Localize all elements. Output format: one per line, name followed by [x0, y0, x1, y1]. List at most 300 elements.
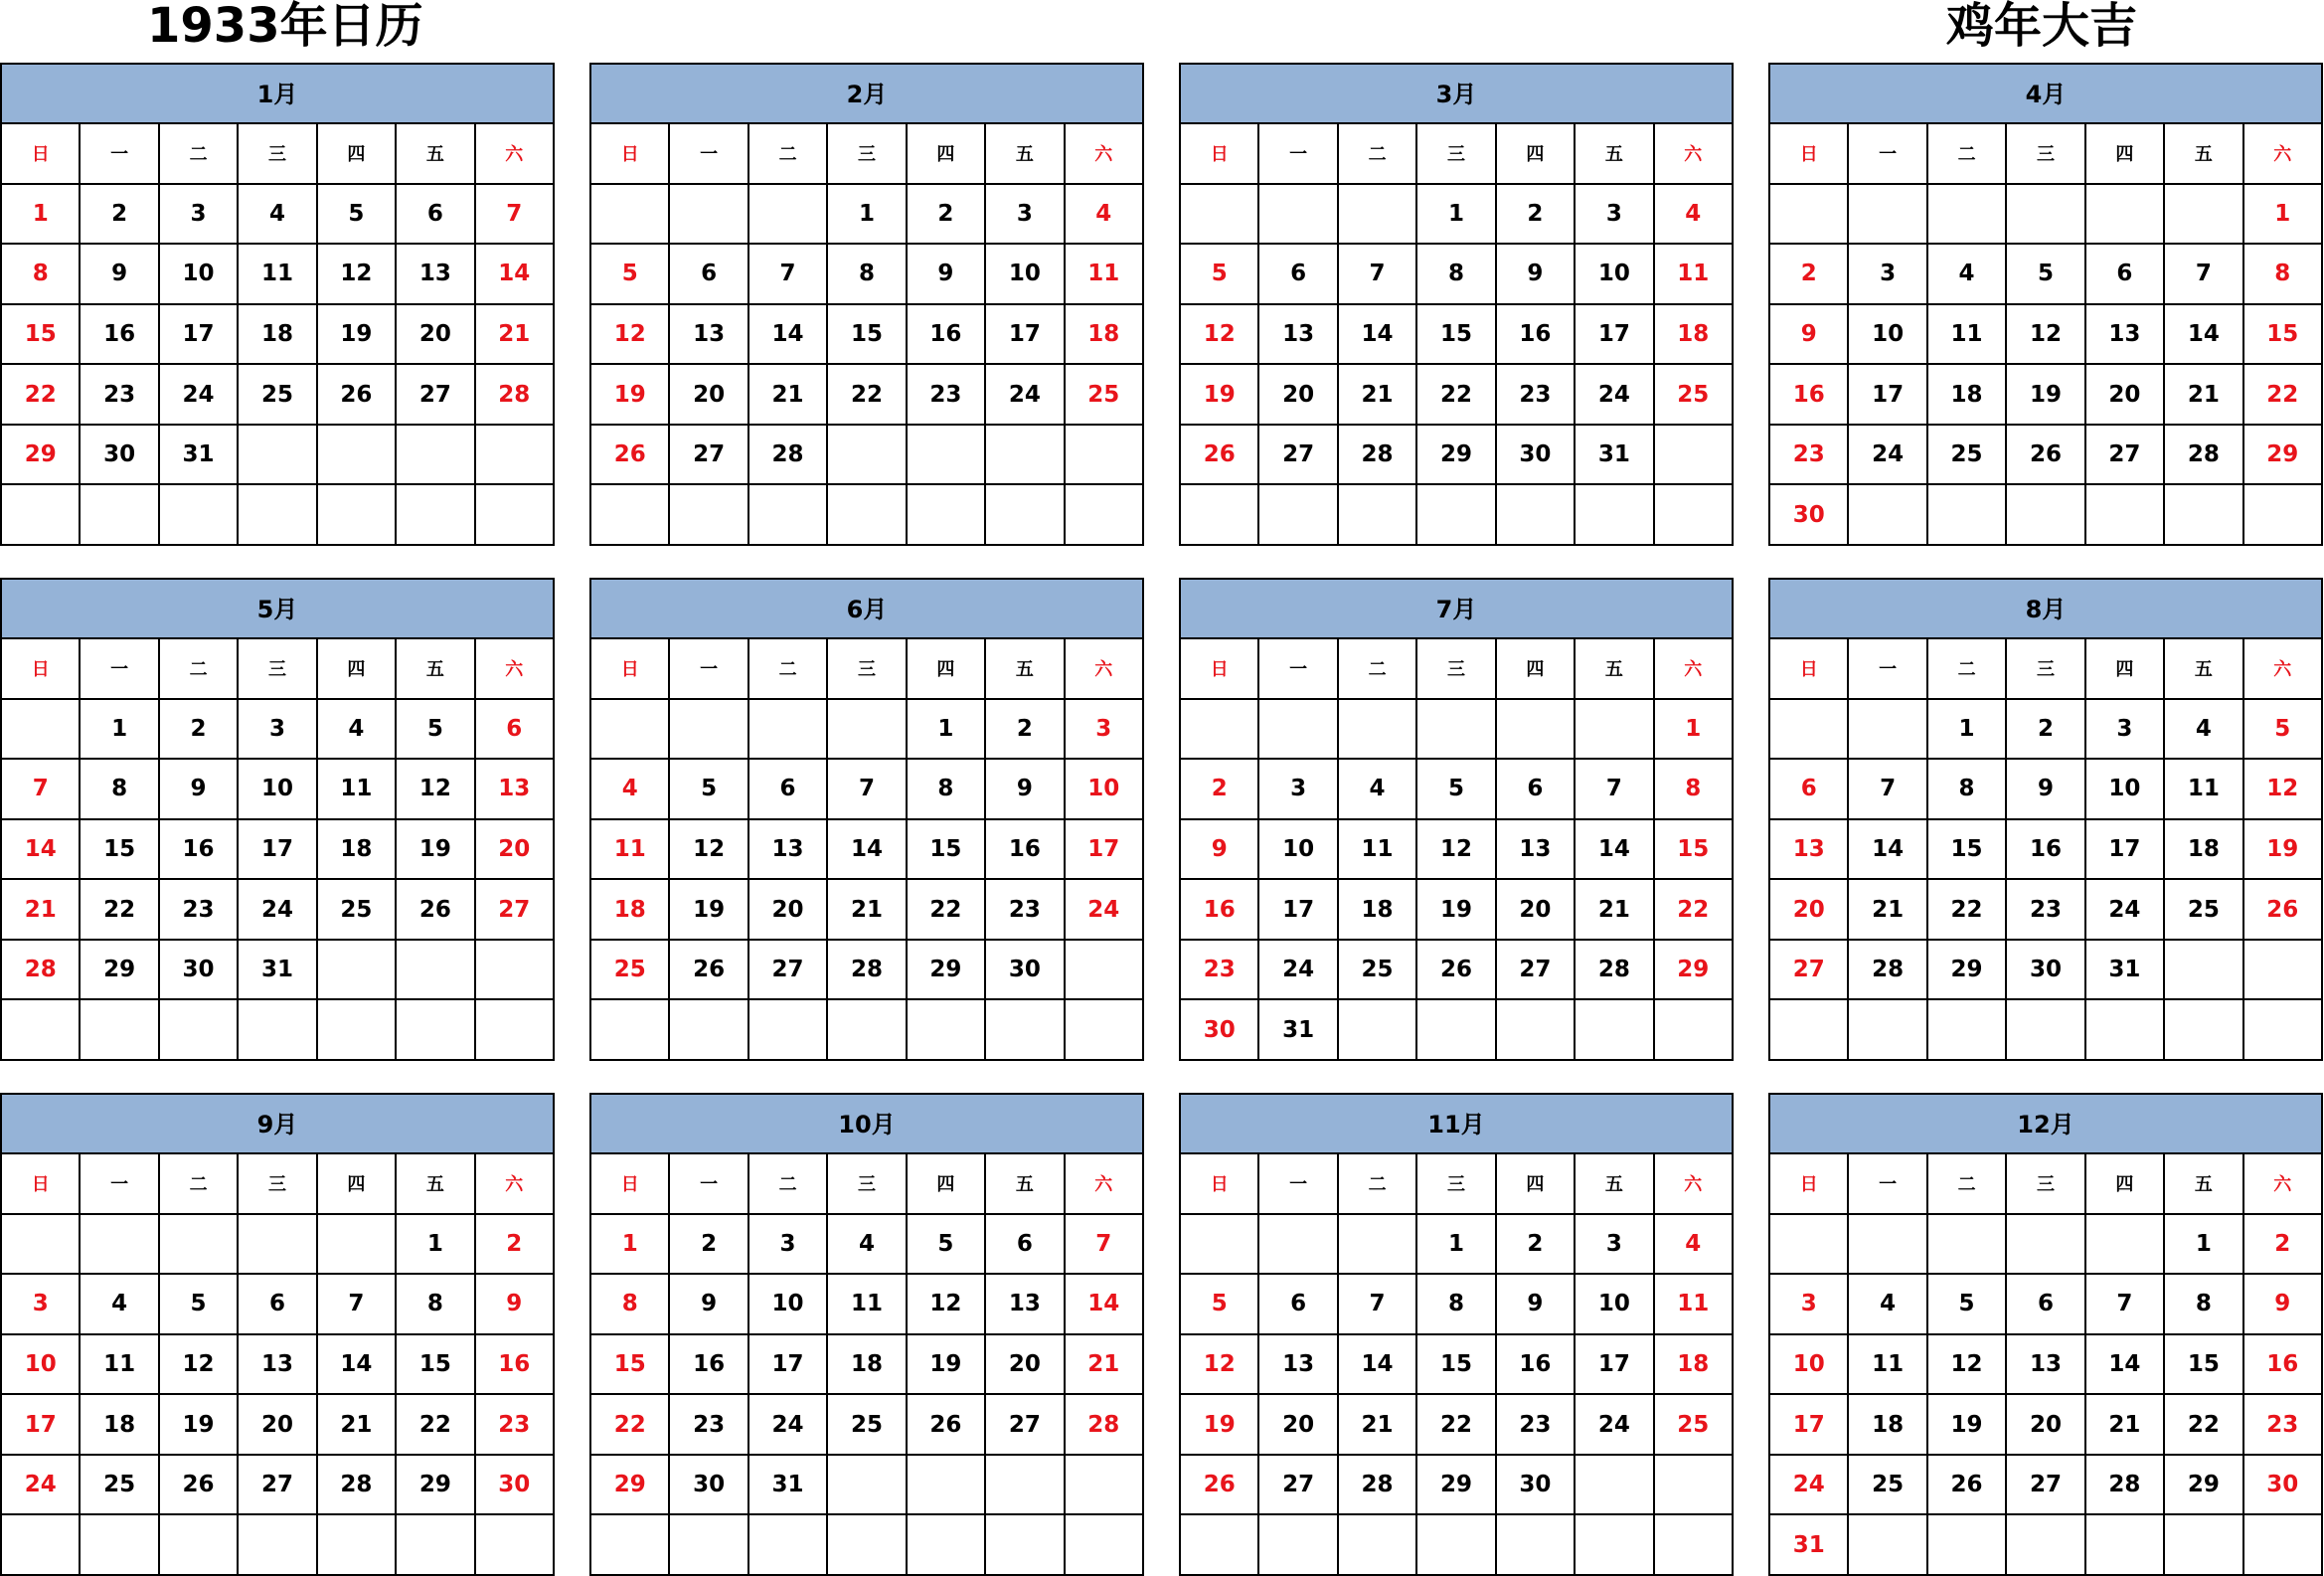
weekday-header: 三	[828, 639, 907, 700]
day-cell: 20	[239, 1395, 317, 1456]
day-cell: 5	[1928, 1275, 2007, 1335]
day-cell: 19	[1417, 880, 1496, 941]
day-cell: 9	[1497, 1275, 1576, 1335]
day-cell: 24	[2, 1456, 81, 1516]
day-cell: 28	[828, 941, 907, 1001]
day-cell	[986, 1515, 1065, 1576]
day-cell: 2	[2244, 1215, 2323, 1276]
day-cell: 22	[2, 365, 81, 426]
day-cell: 22	[1417, 365, 1496, 426]
day-cell: 25	[318, 880, 397, 941]
day-cell: 8	[828, 245, 907, 305]
day-cell: 27	[1770, 941, 1849, 1001]
month-calendar	[0, 1093, 555, 1576]
day-cell: 23	[986, 880, 1065, 941]
day-cell: 9	[986, 760, 1065, 820]
day-cell	[1417, 485, 1496, 546]
day-cell: 4	[1066, 185, 1144, 246]
day-cell: 27	[397, 365, 475, 426]
day-cell	[1339, 700, 1417, 761]
day-cell: 4	[239, 185, 317, 246]
day-cell: 15	[2165, 1335, 2243, 1396]
day-cell	[2007, 1515, 2085, 1576]
day-cell: 18	[1655, 1335, 1734, 1396]
day-cell: 14	[2165, 305, 2243, 366]
day-cell: 23	[1181, 941, 1259, 1001]
day-cell: 27	[986, 1395, 1065, 1456]
month-calendar	[1768, 578, 2323, 1061]
day-cell: 21	[318, 1395, 397, 1456]
weekday-header: 六	[2244, 639, 2323, 700]
day-cell	[591, 185, 670, 246]
day-grid	[1770, 1154, 2323, 1576]
weekday-header: 一	[670, 1154, 748, 1215]
day-cell: 11	[1655, 1275, 1734, 1335]
day-cell: 27	[2086, 426, 2165, 486]
day-cell	[828, 426, 907, 486]
day-cell	[476, 426, 555, 486]
day-cell: 11	[318, 760, 397, 820]
day-cell: 12	[397, 760, 475, 820]
day-cell: 17	[1576, 305, 1654, 366]
day-cell	[1576, 1000, 1654, 1061]
day-cell: 12	[908, 1275, 986, 1335]
day-cell: 21	[1339, 1395, 1417, 1456]
day-cell	[2007, 1000, 2085, 1061]
day-cell	[397, 1000, 475, 1061]
day-cell: 16	[476, 1335, 555, 1396]
day-cell: 5	[160, 1275, 239, 1335]
month-header: 12月	[1770, 1095, 2323, 1154]
day-cell	[476, 1515, 555, 1576]
day-cell: 24	[1770, 1456, 1849, 1516]
day-cell: 29	[591, 1456, 670, 1516]
day-cell	[1770, 185, 1849, 246]
day-cell: 18	[1066, 305, 1144, 366]
day-cell: 30	[2007, 941, 2085, 1001]
weekday-header: 二	[1928, 124, 2007, 185]
day-cell: 1	[2165, 1215, 2243, 1276]
day-cell: 10	[1259, 820, 1338, 881]
day-cell: 25	[1928, 426, 2007, 486]
day-grid	[2, 639, 555, 1061]
weekday-header: 四	[908, 124, 986, 185]
day-cell: 2	[476, 1215, 555, 1276]
day-cell	[1497, 1515, 1576, 1576]
day-cell: 4	[591, 760, 670, 820]
day-cell	[160, 1515, 239, 1576]
day-cell: 9	[1497, 245, 1576, 305]
day-cell: 23	[1497, 365, 1576, 426]
day-cell: 3	[749, 1215, 828, 1276]
day-cell: 2	[1497, 185, 1576, 246]
day-cell: 10	[1849, 305, 1927, 366]
weekday-header: 二	[160, 1154, 239, 1215]
day-cell: 13	[670, 305, 748, 366]
weekday-header: 五	[986, 639, 1065, 700]
weekday-header: 四	[2086, 124, 2165, 185]
day-cell: 23	[160, 880, 239, 941]
day-cell: 30	[1770, 485, 1849, 546]
day-cell: 28	[1339, 1456, 1417, 1516]
day-cell: 27	[239, 1456, 317, 1516]
day-cell: 25	[1655, 1395, 1734, 1456]
day-cell: 11	[1339, 820, 1417, 881]
day-cell: 11	[239, 245, 317, 305]
day-cell: 24	[749, 1395, 828, 1456]
month-calendar	[1179, 63, 1734, 546]
day-cell: 6	[2086, 245, 2165, 305]
day-cell	[1497, 700, 1576, 761]
day-cell: 20	[1770, 880, 1849, 941]
day-cell: 31	[749, 1456, 828, 1516]
day-cell: 19	[397, 820, 475, 881]
day-cell: 2	[1497, 1215, 1576, 1276]
day-cell	[1770, 1000, 1849, 1061]
day-cell	[239, 485, 317, 546]
day-cell: 22	[2244, 365, 2323, 426]
day-cell: 14	[1066, 1275, 1144, 1335]
day-cell: 28	[2165, 426, 2243, 486]
day-cell: 4	[828, 1215, 907, 1276]
calendar-grid	[0, 63, 2324, 1576]
day-cell: 13	[1259, 305, 1338, 366]
day-cell: 19	[1181, 365, 1259, 426]
day-cell: 3	[1576, 1215, 1654, 1276]
day-cell: 20	[397, 305, 475, 366]
day-cell: 1	[591, 1215, 670, 1276]
day-cell	[591, 1000, 670, 1061]
day-cell	[1849, 1000, 1927, 1061]
day-cell: 2	[1770, 245, 1849, 305]
day-cell	[1849, 185, 1927, 246]
day-cell: 17	[1066, 820, 1144, 881]
day-cell: 3	[986, 185, 1065, 246]
weekday-header: 六	[1066, 1154, 1144, 1215]
day-cell: 1	[1417, 185, 1496, 246]
day-cell	[1066, 941, 1144, 1001]
weekday-header: 五	[2165, 124, 2243, 185]
day-cell: 8	[2244, 245, 2323, 305]
day-cell: 5	[908, 1215, 986, 1276]
weekday-header: 三	[2007, 124, 2085, 185]
day-cell	[1339, 1000, 1417, 1061]
day-cell: 5	[1181, 1275, 1259, 1335]
day-cell	[2244, 1515, 2323, 1576]
day-cell: 2	[2007, 700, 2085, 761]
day-cell: 16	[2244, 1335, 2323, 1396]
month-header: 4月	[1770, 65, 2323, 124]
day-cell: 7	[749, 245, 828, 305]
day-cell	[828, 485, 907, 546]
weekday-header: 五	[2165, 639, 2243, 700]
day-cell	[2086, 1000, 2165, 1061]
day-cell: 17	[1259, 880, 1338, 941]
day-cell: 19	[591, 365, 670, 426]
weekday-header: 日	[1181, 639, 1259, 700]
day-cell: 12	[1417, 820, 1496, 881]
day-cell	[828, 1000, 907, 1061]
day-cell: 27	[476, 880, 555, 941]
day-cell: 16	[1497, 305, 1576, 366]
day-cell: 26	[397, 880, 475, 941]
weekday-header: 三	[1417, 124, 1496, 185]
weekday-header: 三	[828, 1154, 907, 1215]
weekday-header: 日	[1770, 124, 1849, 185]
day-cell	[1770, 700, 1849, 761]
day-cell: 12	[160, 1335, 239, 1396]
day-cell	[670, 1000, 748, 1061]
weekday-header: 一	[1849, 124, 1927, 185]
day-cell: 3	[239, 700, 317, 761]
day-cell: 29	[908, 941, 986, 1001]
month-calendar	[0, 578, 555, 1061]
day-cell: 6	[239, 1275, 317, 1335]
weekday-header: 五	[986, 124, 1065, 185]
weekday-header: 三	[1417, 639, 1496, 700]
day-cell: 10	[1770, 1335, 1849, 1396]
day-cell	[1849, 1215, 1927, 1276]
day-cell	[397, 941, 475, 1001]
day-cell: 18	[1655, 305, 1734, 366]
day-cell: 27	[1259, 1456, 1338, 1516]
day-cell	[1181, 1215, 1259, 1276]
day-cell: 21	[1576, 880, 1654, 941]
day-grid	[2, 1154, 555, 1576]
day-cell: 22	[828, 365, 907, 426]
day-cell: 27	[1497, 941, 1576, 1001]
day-cell	[2165, 941, 2243, 1001]
weekday-header: 一	[1259, 124, 1338, 185]
day-cell: 30	[476, 1456, 555, 1516]
day-cell: 1	[1655, 700, 1734, 761]
day-cell: 16	[1770, 365, 1849, 426]
weekday-header: 二	[1928, 639, 2007, 700]
day-cell	[2007, 1215, 2085, 1276]
day-cell: 10	[2, 1335, 81, 1396]
day-grid	[1770, 639, 2323, 1061]
day-cell: 28	[2086, 1456, 2165, 1516]
day-cell: 18	[1339, 880, 1417, 941]
day-cell: 23	[81, 365, 159, 426]
day-cell	[749, 485, 828, 546]
day-cell: 13	[476, 760, 555, 820]
weekday-header: 二	[160, 124, 239, 185]
day-cell: 1	[397, 1215, 475, 1276]
day-cell: 18	[81, 1395, 159, 1456]
day-cell: 4	[1339, 760, 1417, 820]
weekday-header: 日	[1770, 1154, 1849, 1215]
weekday-header: 日	[591, 639, 670, 700]
day-cell: 2	[1181, 760, 1259, 820]
day-cell	[908, 485, 986, 546]
day-cell	[986, 426, 1065, 486]
weekday-header: 六	[476, 124, 555, 185]
day-cell	[2086, 1515, 2165, 1576]
weekday-header: 五	[397, 124, 475, 185]
day-cell	[2, 1215, 81, 1276]
day-cell: 6	[670, 245, 748, 305]
day-cell: 25	[239, 365, 317, 426]
day-cell: 25	[1066, 365, 1144, 426]
day-cell: 1	[908, 700, 986, 761]
day-cell: 9	[160, 760, 239, 820]
day-cell: 15	[828, 305, 907, 366]
day-cell: 10	[1576, 245, 1654, 305]
weekday-header: 三	[239, 1154, 317, 1215]
day-cell: 26	[670, 941, 748, 1001]
weekday-header: 四	[318, 124, 397, 185]
day-cell: 29	[397, 1456, 475, 1516]
day-cell: 10	[1576, 1275, 1654, 1335]
day-cell: 17	[1576, 1335, 1654, 1396]
day-cell: 21	[828, 880, 907, 941]
day-cell: 20	[476, 820, 555, 881]
day-cell: 2	[160, 700, 239, 761]
day-cell: 27	[749, 941, 828, 1001]
day-cell: 1	[1928, 700, 2007, 761]
day-cell	[2165, 1515, 2243, 1576]
day-cell	[1066, 485, 1144, 546]
weekday-header: 二	[749, 124, 828, 185]
day-cell: 8	[2165, 1275, 2243, 1335]
day-cell: 16	[908, 305, 986, 366]
day-cell	[1849, 1515, 1927, 1576]
day-cell	[2, 1000, 81, 1061]
day-cell: 12	[670, 820, 748, 881]
page-slogan: 鸡年大吉	[1946, 0, 2138, 54]
day-cell: 19	[2244, 820, 2323, 881]
day-cell: 28	[1066, 1395, 1144, 1456]
day-cell	[318, 1515, 397, 1576]
month-header: 9月	[2, 1095, 555, 1154]
day-cell: 10	[160, 245, 239, 305]
day-cell: 30	[2244, 1456, 2323, 1516]
weekday-header: 日	[1770, 639, 1849, 700]
day-cell: 9	[908, 245, 986, 305]
day-cell: 28	[1576, 941, 1654, 1001]
day-cell	[2, 1515, 81, 1576]
day-cell: 26	[2007, 426, 2085, 486]
weekday-header: 六	[2244, 124, 2323, 185]
day-cell: 13	[749, 820, 828, 881]
day-cell: 20	[670, 365, 748, 426]
day-cell	[2086, 1215, 2165, 1276]
day-cell: 16	[986, 820, 1065, 881]
day-cell: 24	[2086, 880, 2165, 941]
day-cell	[1497, 485, 1576, 546]
day-cell: 3	[1849, 245, 1927, 305]
day-cell: 20	[749, 880, 828, 941]
day-cell	[476, 1000, 555, 1061]
day-cell	[986, 485, 1065, 546]
day-cell: 17	[239, 820, 317, 881]
day-cell	[2165, 1000, 2243, 1061]
weekday-header: 六	[1655, 639, 1734, 700]
day-cell	[318, 485, 397, 546]
day-cell: 14	[2086, 1335, 2165, 1396]
day-cell: 19	[1928, 1395, 2007, 1456]
day-cell: 4	[318, 700, 397, 761]
day-cell: 30	[1497, 426, 1576, 486]
day-cell: 15	[2244, 305, 2323, 366]
weekday-header: 二	[1339, 639, 1417, 700]
day-cell	[318, 1215, 397, 1276]
day-cell: 19	[2007, 365, 2085, 426]
weekday-header: 六	[476, 639, 555, 700]
day-cell: 23	[1770, 426, 1849, 486]
day-cell	[318, 426, 397, 486]
day-cell	[1339, 185, 1417, 246]
day-cell: 19	[908, 1335, 986, 1396]
month-header: 10月	[591, 1095, 1144, 1154]
day-cell: 14	[476, 245, 555, 305]
day-cell: 13	[986, 1275, 1065, 1335]
day-cell	[1181, 485, 1259, 546]
day-cell	[1655, 1456, 1734, 1516]
day-cell: 26	[908, 1395, 986, 1456]
day-cell	[1928, 1515, 2007, 1576]
day-cell: 28	[1339, 426, 1417, 486]
day-cell: 14	[1849, 820, 1927, 881]
day-cell	[1576, 700, 1654, 761]
weekday-header: 四	[1497, 124, 1576, 185]
day-cell: 15	[81, 820, 159, 881]
day-cell: 31	[2086, 941, 2165, 1001]
day-cell: 7	[1066, 1215, 1144, 1276]
day-cell	[397, 1515, 475, 1576]
day-cell: 22	[1655, 880, 1734, 941]
day-cell: 26	[160, 1456, 239, 1516]
day-cell	[2086, 185, 2165, 246]
day-cell: 12	[2007, 305, 2085, 366]
weekday-header: 四	[1497, 639, 1576, 700]
day-cell: 18	[2165, 820, 2243, 881]
day-cell: 24	[1576, 1395, 1654, 1456]
day-cell: 26	[2244, 880, 2323, 941]
day-cell: 29	[1655, 941, 1734, 1001]
day-cell: 24	[986, 365, 1065, 426]
day-cell	[81, 1515, 159, 1576]
day-cell	[160, 485, 239, 546]
day-cell: 6	[1259, 245, 1338, 305]
day-cell	[2244, 1000, 2323, 1061]
day-cell: 5	[1181, 245, 1259, 305]
day-cell: 18	[1849, 1395, 1927, 1456]
day-cell: 6	[749, 760, 828, 820]
day-cell: 15	[2, 305, 81, 366]
day-cell: 28	[2, 941, 81, 1001]
weekday-header: 二	[1928, 1154, 2007, 1215]
day-cell: 11	[828, 1275, 907, 1335]
weekday-header: 五	[1576, 124, 1654, 185]
day-cell	[2165, 185, 2243, 246]
weekday-header: 三	[239, 124, 317, 185]
day-cell: 31	[1576, 426, 1654, 486]
weekday-header: 五	[397, 1154, 475, 1215]
day-cell: 19	[1181, 1395, 1259, 1456]
weekday-header: 六	[1655, 124, 1734, 185]
day-cell: 3	[1770, 1275, 1849, 1335]
weekday-header: 一	[81, 1154, 159, 1215]
day-cell: 26	[1417, 941, 1496, 1001]
day-cell: 14	[2, 820, 81, 881]
day-cell: 1	[828, 185, 907, 246]
day-grid	[1181, 124, 1734, 546]
weekday-header: 二	[749, 1154, 828, 1215]
month-header: 7月	[1181, 580, 1734, 639]
day-cell: 27	[670, 426, 748, 486]
